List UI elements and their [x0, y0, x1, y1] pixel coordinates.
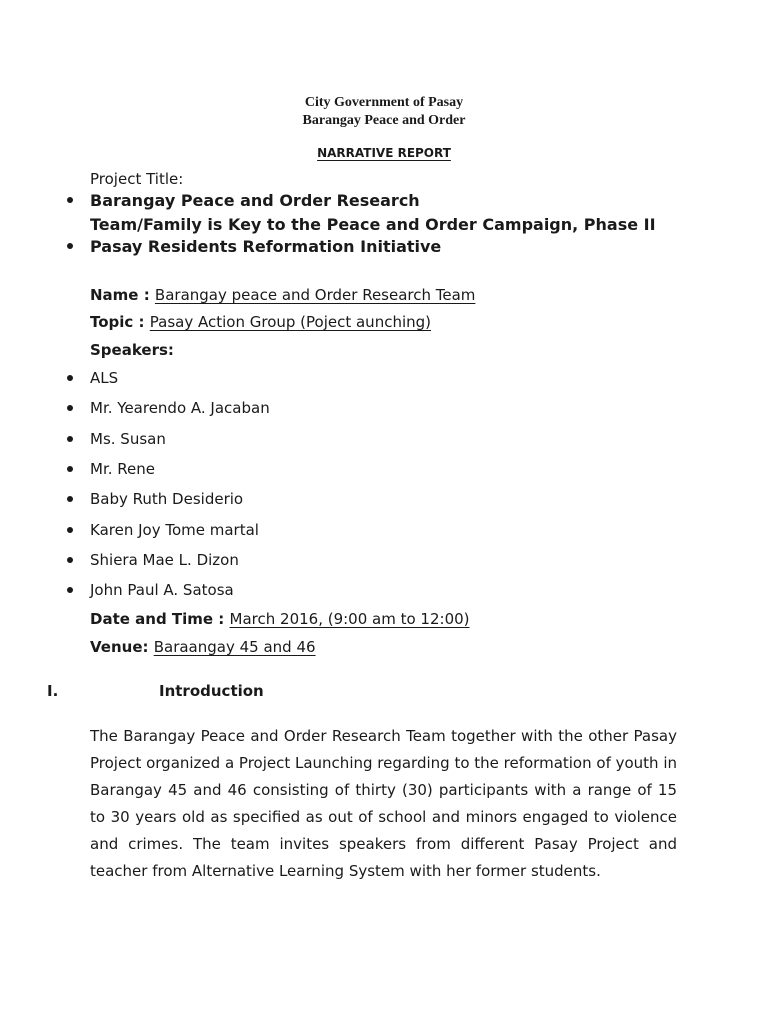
bullet-icon: [67, 496, 73, 502]
speaker-item: Karen Joy Tome martal: [90, 521, 259, 539]
speaker-item: Shiera Mae L. Dizon: [90, 551, 239, 569]
speaker-item: Ms. Susan: [90, 430, 166, 448]
topic-label: Topic :: [90, 313, 150, 331]
speaker-item: ALS: [90, 369, 119, 387]
venue-label: Venue:: [90, 638, 154, 656]
section-number: I.: [47, 682, 59, 700]
bullet-icon: [67, 557, 73, 563]
name-label: Name :: [90, 286, 155, 304]
bullet-icon: [67, 587, 73, 593]
name-value: Barangay peace and Order Research Team: [154, 286, 476, 304]
project-item-1-line-1: Barangay Peace and Order Research: [90, 191, 420, 210]
speaker-item: John Paul A. Satosa: [90, 581, 234, 599]
venue-row: [90, 638, 316, 656]
bullet-icon: [67, 375, 73, 381]
topic-row: [90, 313, 431, 331]
speaker-item: Mr. Rene: [90, 460, 155, 478]
header-barangay: Barangay Peace and Order: [302, 113, 466, 128]
project-item-1-line-2: Team/Family is Key to the Peace and Order Campaign, Phase II: [90, 215, 656, 234]
bullet-icon: [67, 527, 73, 533]
date-time-value: March 2016, (9:00 am to 12:00): [229, 610, 470, 628]
report-title: NARRATIVE REPORT: [317, 146, 451, 160]
speaker-item: Baby Ruth Desiderio: [90, 490, 244, 508]
bullet-icon: [67, 197, 73, 203]
introduction-paragraph: The Barangay Peace and Order Research Team together with the other Pasay Project organized a Project Launching regarding to the reformation of youth in Barangay 45 and 46 consisting of thirty (30) participants with a range of 15 to 30 years old as specified as out of school and minors engaged to violence and crimes. The team invites speakers from different Pasay Project and teacher from Alternative Learning System with her former students.: [90, 727, 678, 880]
header-city-government: City Government of Pasay: [304, 95, 464, 110]
date-time-label: Date and Time :: [90, 610, 230, 628]
bullet-icon: [67, 405, 73, 411]
bullet-icon: [67, 466, 73, 472]
venue-value: Baraangay 45 and 46: [153, 638, 316, 656]
date-time-row: [90, 610, 470, 628]
topic-value: Pasay Action Group (Poject aunching): [149, 313, 432, 331]
project-title-label: Project Title:: [90, 170, 184, 188]
speaker-item: Mr. Yearendo A. Jacaban: [90, 399, 270, 417]
speakers-label: Speakers:: [90, 341, 174, 359]
bullet-icon: [67, 243, 73, 249]
name-row: [90, 286, 475, 304]
section-title: Introduction: [159, 682, 264, 700]
project-item-2: Pasay Residents Reformation Initiative: [90, 237, 442, 256]
bullet-icon: [67, 436, 73, 442]
